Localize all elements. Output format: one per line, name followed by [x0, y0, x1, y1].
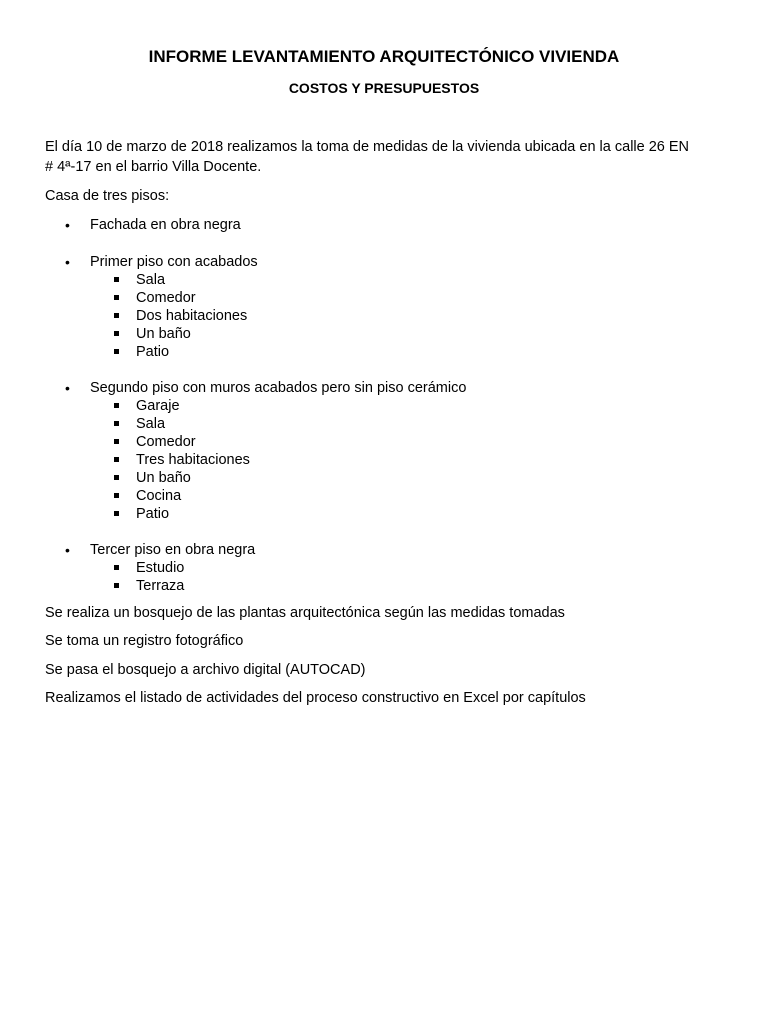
square-bullet-icon: [114, 439, 119, 444]
house-intro: Casa de tres pisos:: [45, 188, 170, 204]
room-item: Estudio: [136, 560, 185, 576]
square-bullet-icon: [114, 511, 119, 516]
square-bullet-icon: [114, 349, 119, 354]
square-bullet-icon: [114, 277, 119, 282]
square-bullet-icon: [114, 421, 119, 426]
bullet-dot-icon: •: [65, 380, 70, 396]
bullet-dot-icon: •: [65, 217, 70, 233]
document-subtitle: COSTOS Y PRESUPUESTOS: [288, 80, 480, 96]
room-item: Dos habitaciones: [136, 308, 248, 324]
room-item: Comedor: [136, 290, 196, 306]
room-item: Tres habitaciones: [136, 452, 250, 468]
closing-paragraph: Realizamos el listado de actividades del proceso constructivo en Excel por capítulos: [45, 690, 586, 706]
floor-item-label: Primer piso con acabados: [90, 254, 258, 270]
closing-paragraph: Se realiza un bosquejo de las plantas arquitectónica según las medidas tomadas: [45, 605, 565, 621]
room-item: Un baño: [136, 326, 191, 342]
room-item: Patio: [136, 344, 170, 360]
room-item: Garaje: [136, 398, 180, 414]
room-item: Patio: [136, 506, 170, 522]
document-title: INFORME LEVANTAMIENTO ARQUITECTÓNICO VIVIENDA: [148, 47, 620, 66]
closing-paragraph: Se toma un registro fotográfico: [45, 633, 244, 649]
room-item: Sala: [136, 416, 166, 432]
floor-item-label: Tercer piso en obra negra: [90, 542, 256, 558]
room-item: Comedor: [136, 434, 196, 450]
square-bullet-icon: [114, 565, 119, 570]
floor-item-label: Fachada en obra negra: [90, 217, 241, 233]
room-item: Cocina: [136, 488, 182, 504]
bullet-dot-icon: •: [65, 542, 70, 558]
square-bullet-icon: [114, 457, 119, 462]
bullet-dot-icon: •: [65, 254, 70, 270]
square-bullet-icon: [114, 295, 119, 300]
room-item: Sala: [136, 272, 166, 288]
square-bullet-icon: [114, 493, 119, 498]
square-bullet-icon: [114, 313, 119, 318]
room-item: Un baño: [136, 470, 191, 486]
square-bullet-icon: [114, 583, 119, 588]
closing-paragraph: Se pasa el bosquejo a archivo digital (AUTOCAD): [45, 662, 366, 678]
square-bullet-icon: [114, 331, 119, 336]
floor-item-label: Segundo piso con muros acabados pero sin piso cerámico: [90, 380, 467, 396]
intro-paragraph-line-1: El día 10 de marzo de 2018 realizamos la toma de medidas de la vivienda ubicada en la calle 26 EN: [45, 139, 690, 155]
intro-paragraph-line-2: # 4ª-17 en el barrio Villa Docente.: [45, 159, 262, 175]
square-bullet-icon: [114, 475, 119, 480]
square-bullet-icon: [114, 403, 119, 408]
room-item: Terraza: [136, 578, 185, 594]
